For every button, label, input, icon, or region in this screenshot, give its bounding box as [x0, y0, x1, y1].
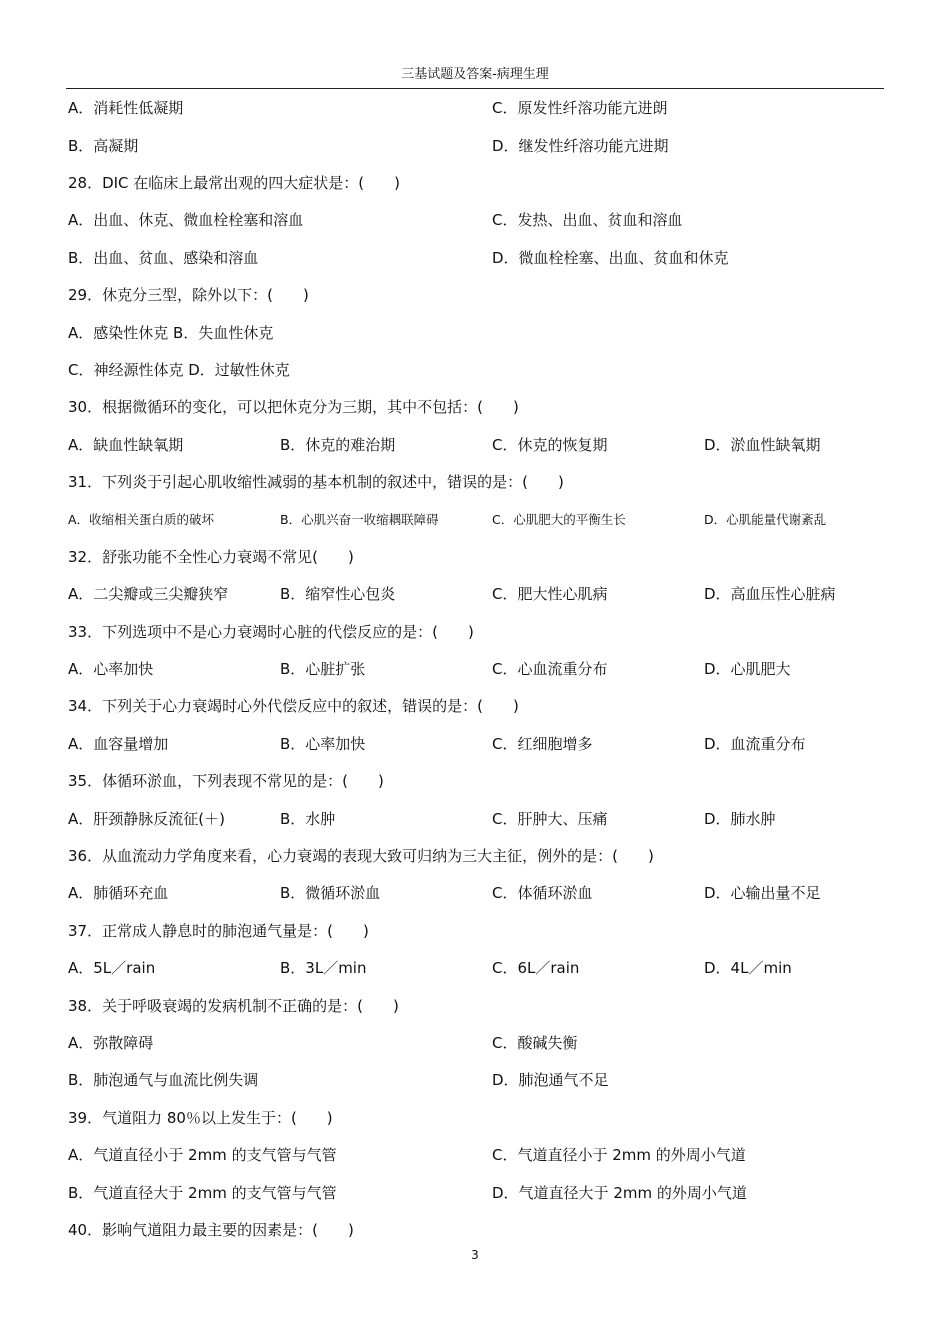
options-line: [68, 89, 878, 126]
option-text: A．肝颈静脉反流征(＋): [68, 809, 225, 828]
question-text: C．神经源性体克 D．过敏性休克: [68, 360, 290, 379]
question-line: [68, 164, 878, 201]
question-line: [68, 1211, 878, 1248]
question-line: [68, 351, 878, 388]
option-text: D．血流重分布: [704, 734, 806, 753]
question-line: [68, 463, 878, 500]
options-line: [68, 500, 878, 537]
option-text: B．微循环淤血: [280, 884, 381, 903]
question-text: 33．下列选项中不是心力衰竭时心脏的代偿反应的是：( ): [68, 622, 474, 641]
option-text: A．气道直径小于 2mm 的支气管与气管: [68, 1146, 337, 1165]
options-line: [68, 1173, 878, 1210]
options-line: [68, 650, 878, 687]
option-text: D．心输出量不足: [704, 884, 821, 903]
option-text: B．缩窄性心包炎: [280, 585, 396, 604]
options-line: [68, 201, 878, 238]
options-line: [68, 725, 878, 762]
option-text: C．心肌肥大的平衡生长: [492, 511, 626, 527]
option-text: C．肥大性心肌病: [492, 585, 608, 604]
options-line: [68, 1136, 878, 1173]
option-text: B．心脏扩张: [280, 660, 366, 679]
question-line: [68, 276, 878, 313]
question-text: 30．根据微循环的变化，可以把休克分为三期，其中不包括：( ): [68, 398, 519, 417]
question-line: [68, 986, 878, 1023]
options-line: [68, 575, 878, 612]
option-text: D．肺泡通气不足: [492, 1071, 609, 1090]
option-text: D．微血栓栓塞、出血、贫血和休克: [492, 248, 729, 267]
options-line: [68, 426, 878, 463]
question-text: 35．体循环淤血，下列表现不常见的是：( ): [68, 772, 384, 791]
question-line: [68, 687, 878, 724]
question-line: [68, 538, 878, 575]
question-line: [68, 762, 878, 799]
option-text: C．红细胞增多: [492, 734, 593, 753]
page-number: 3: [471, 1248, 479, 1262]
question-line: [68, 912, 878, 949]
options-line: [68, 126, 878, 163]
option-text: B．肺泡通气与血流比例失调: [68, 1071, 259, 1090]
option-text: C．酸碱失衡: [492, 1033, 578, 1052]
question-text: 40．影响气道阻力最主要的因素是：( ): [68, 1220, 354, 1239]
option-text: A．二尖瓣或三尖瓣狭窄: [68, 585, 229, 604]
question-text: 38．关于呼吸衰竭的发病机制不正确的是：( ): [68, 996, 399, 1015]
question-text: 34．下列关于心力衰竭时心外代偿反应中的叙述，错误的是：( ): [68, 697, 519, 716]
question-line: [68, 388, 878, 425]
option-text: B．出血、贫血、感染和溶血: [68, 248, 259, 267]
option-text: C．休克的恢复期: [492, 435, 608, 454]
option-text: D．淤血性缺氧期: [704, 435, 821, 454]
options-line: [68, 874, 878, 911]
option-text: D．肺水肿: [704, 809, 776, 828]
question-text: 37．正常成人静息时的肺泡通气量是：( ): [68, 921, 369, 940]
options-line: [68, 949, 878, 986]
question-line: [68, 313, 878, 350]
option-text: A．消耗性低凝期: [68, 99, 184, 118]
question-list: [68, 89, 878, 1248]
option-text: B．心率加快: [280, 734, 366, 753]
option-text: C．体循环淤血: [492, 884, 593, 903]
option-text: B．气道直径大于 2mm 的支气管与气管: [68, 1183, 337, 1202]
option-text: D．继发性纤溶功能亢进期: [492, 136, 669, 155]
options-line: [68, 799, 878, 836]
option-text: A．心率加快: [68, 660, 154, 679]
question-text: 29．休克分三型，除外以下：( ): [68, 286, 309, 305]
option-text: B．心肌兴奋一收缩耦联障碍: [280, 511, 439, 527]
option-text: A．出血、休克、微血栓栓塞和溶血: [68, 211, 304, 230]
option-text: A．5L／rain: [68, 959, 156, 978]
option-text: D．4L／min: [704, 959, 792, 978]
question-text: 36．从血流动力学角度来看，心力衰竭的表现大致可归纳为三大主征，例外的是：( ): [68, 847, 654, 865]
options-line: [68, 1024, 878, 1061]
option-text: D．气道直径大于 2mm 的外周小气道: [492, 1183, 747, 1202]
question-text: A．感染性休克 B．失血性休克: [68, 323, 274, 342]
option-text: B．休克的难治期: [280, 435, 396, 454]
option-text: B．水肿: [280, 809, 336, 828]
question-line: [68, 1099, 878, 1136]
option-text: D．高血压性心脏病: [704, 585, 836, 604]
question-text: 32．舒张功能不全性心力衰竭不常见( ): [68, 547, 354, 566]
options-line: [68, 1061, 878, 1098]
page-header: 三基试题及答案-病理生理: [401, 67, 549, 82]
option-text: B．3L／min: [280, 959, 367, 978]
question-line: [68, 612, 878, 649]
option-text: C．肝肿大、压痛: [492, 809, 608, 828]
option-text: C．气道直径小于 2mm 的外周小气道: [492, 1146, 746, 1165]
option-text: C．发热、出血、贫血和溶血: [492, 211, 683, 230]
option-text: C．原发性纤溶功能亢进朗: [492, 99, 668, 118]
option-text: A．收缩相关蛋白质的破坏: [68, 511, 215, 527]
option-text: A．肺循环充血: [68, 884, 169, 903]
options-line: [68, 239, 878, 276]
question-text: 31．下列炎于引起心肌收缩性减弱的基本机制的叙述中，错误的是：( ): [68, 473, 564, 492]
option-text: A．血容量增加: [68, 734, 169, 753]
question-text: 39．气道阻力 80％以上发生于：( ): [68, 1108, 333, 1127]
option-text: D．心肌肥大: [704, 660, 791, 679]
question-text: 28．DIC 在临床上最常出观的四大症状是：( ): [68, 173, 401, 192]
option-text: A．缺血性缺氧期: [68, 435, 184, 454]
option-text: C．心血流重分布: [492, 660, 608, 679]
question-line: [68, 837, 878, 874]
option-text: D．心肌能量代谢紊乱: [704, 511, 827, 527]
option-text: B．高凝期: [68, 136, 139, 155]
option-text: C．6L／rain: [492, 959, 580, 978]
option-text: A．弥散障碍: [68, 1033, 154, 1052]
